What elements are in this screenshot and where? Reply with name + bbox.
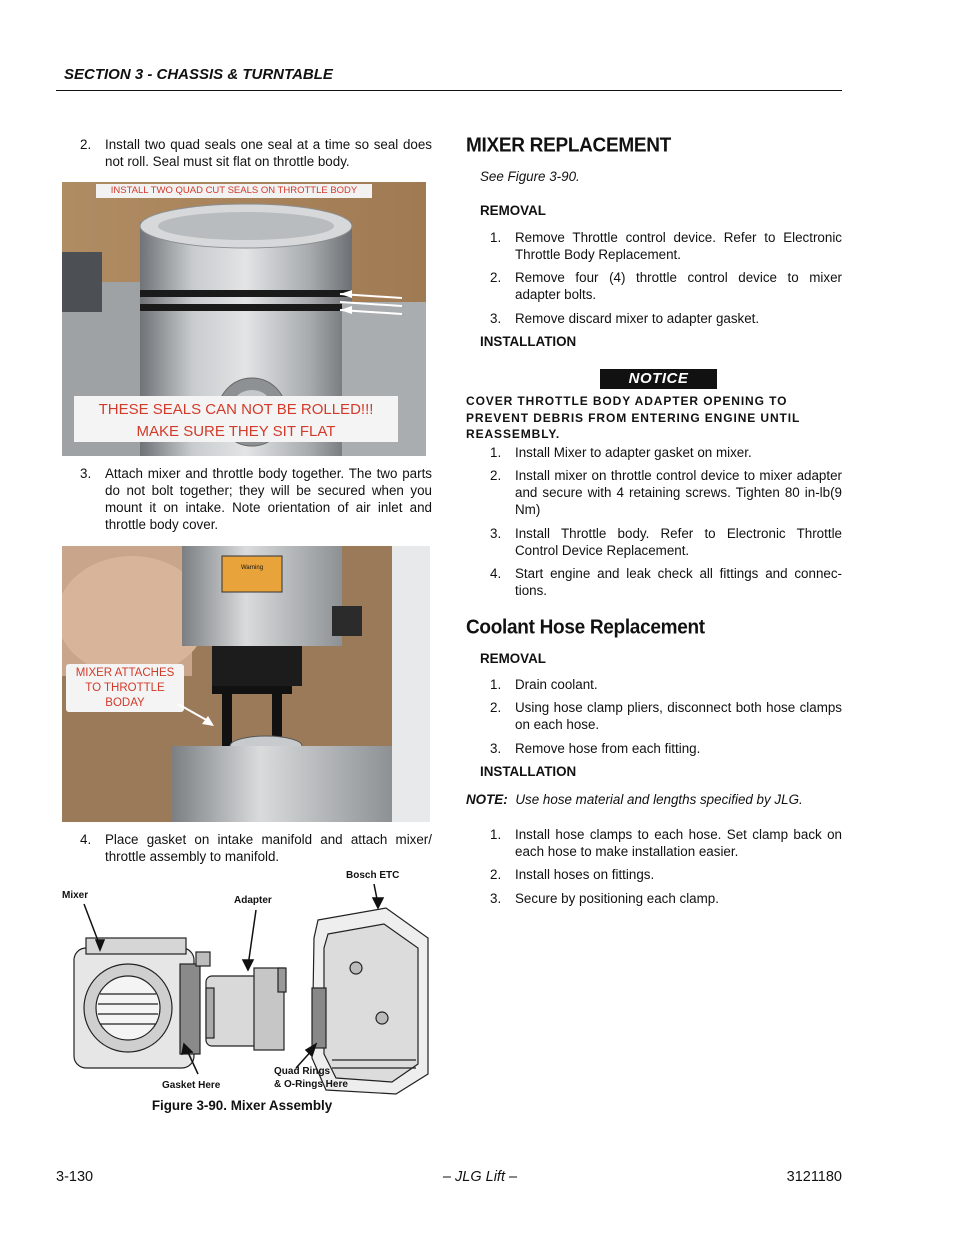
installation-step-2 (490, 467, 842, 518)
step-number: 2. (80, 137, 92, 152)
mixer-assembly-figure (56, 868, 436, 1098)
step-text: Using hose clamp pliers, disconnect both hose clamps on each hose. (515, 700, 842, 732)
step-text: Install Throttle body. Refer to Electronic Throttle Control Device Replacement. (515, 526, 842, 558)
step-number: 2. (490, 468, 502, 483)
section-title: SECTION 3 - CHASSIS & TURNTABLE (64, 66, 333, 83)
note-label: NOTE: (466, 792, 508, 807)
step-text: Secure by positioning each clamp. (515, 891, 719, 906)
step-number: 3. (490, 741, 502, 756)
step-number: 3. (490, 311, 502, 326)
removal-heading: REMOVAL (480, 203, 546, 218)
page-number: 3-130 (56, 1169, 94, 1185)
step-number: 2. (490, 270, 502, 285)
document-number: 3121180 (786, 1169, 842, 1185)
header-rule (56, 90, 842, 91)
coolant-removal-step-2 (490, 699, 842, 733)
figure-caption: Figure 3-90. Mixer Assembly (151, 1098, 333, 1113)
step-4 (80, 831, 432, 865)
photo-warning-line1: THESE SEALS CAN NOT BE ROLLED!!! (98, 401, 374, 418)
step-number: 2. (490, 867, 502, 882)
callout-line1: MIXER ATTACHES (75, 667, 175, 679)
installation-step-1 (490, 444, 842, 461)
label-o-rings: & O-Rings Here (274, 1079, 348, 1090)
step-2 (80, 136, 432, 170)
step-text: Place gasket on intake manifold and attach mixer/ throttle assembly to manifold. (105, 832, 432, 864)
step-number: 3. (80, 466, 92, 481)
label-gasket: Gasket Here (162, 1080, 221, 1091)
step-number: 3. (490, 891, 502, 906)
step-text: Remove hose from each fitting. (515, 741, 701, 756)
callout-line2: TO THROTTLE (85, 682, 165, 694)
photo-warning-line2: MAKE SURE THEY SIT FLAT (136, 423, 336, 440)
step-number: 1. (490, 677, 502, 692)
step-number: 1. (490, 827, 502, 842)
installation-heading: INSTALLATION (480, 334, 577, 349)
step-text: Install two quad seals one seal at a time so seal does not roll. Seal must sit flat on throttle body. (105, 137, 432, 169)
label-quad-rings: Quad Rings (274, 1066, 331, 1077)
step-text: Remove discard mixer to adapter gasket. (515, 311, 760, 326)
step-number: 4. (80, 832, 92, 847)
coolant-removal-heading: REMOVAL (480, 651, 546, 666)
coolant-installation-step-3 (490, 890, 842, 907)
step-number: 1. (490, 445, 502, 460)
step-number: 3. (490, 526, 502, 541)
step-number: 4. (490, 566, 502, 581)
step-text: Start engine and leak check all fittings and connec- tions. (515, 566, 842, 598)
removal-step-2 (490, 269, 842, 303)
step-text: Install Mixer to adapter gasket on mixer. (515, 445, 752, 460)
mixer-replacement-heading: MIXER REPLACEMENT (466, 134, 671, 157)
coolant-installation-step-2 (490, 866, 842, 883)
installation-step-3 (490, 525, 842, 559)
installation-step-4 (490, 565, 842, 599)
step-text: Remove four (4) throttle control device to mixer adapter bolts. (515, 270, 842, 302)
label-mixer: Mixer (62, 890, 89, 901)
step-text: Drain coolant. (515, 677, 598, 692)
note-text: Use hose material and lengths specified by JLG. (515, 792, 803, 807)
coolant-installation-heading: INSTALLATION (480, 764, 577, 779)
removal-step-1 (490, 229, 842, 263)
step-text: Install mixer on throttle control device to mixer adapter and secure with 4 retaining screws. Tighten 80 in-lb(9 Nm) (515, 468, 842, 517)
step-text: Attach mixer and throttle body together. The two parts do not bolt together; they will be secured when you mount it on intake. Note orientation of air inlet and throttle body cover. (105, 466, 432, 532)
mixer-attach-photo (62, 546, 430, 822)
coolant-removal-step-1 (490, 676, 842, 693)
step-3 (80, 465, 432, 533)
callout-line3: BODAY (105, 697, 145, 709)
step-text: Install hoses on fittings. (515, 867, 655, 882)
step-number: 2. (490, 700, 502, 715)
label-adapter: Adapter (234, 895, 272, 906)
note (466, 791, 844, 808)
notice-label: NOTICE (600, 369, 717, 389)
see-figure-reference: See Figure 3-90. (480, 169, 580, 184)
quad-seal-photo (62, 182, 426, 456)
coolant-hose-heading: Coolant Hose Replacement (466, 616, 705, 639)
notice-text: COVER THROTTLE BODY ADAPTER OPENING TO PREVENT DEBRIS FROM ENTERING ENGINE UNTIL REASSEMBLY. (466, 394, 801, 441)
step-text: Install hose clamps to each hose. Set clamp back on each hose to make installation easier. (515, 827, 842, 859)
photo-top-label: INSTALL TWO QUAD CUT SEALS ON THROTTLE BODY (110, 185, 358, 196)
coolant-installation-step-1 (490, 826, 842, 860)
step-number: 1. (490, 230, 502, 245)
footer-center: – JLG Lift – (442, 1169, 518, 1185)
label-bosch-etc: Bosch ETC (346, 870, 400, 881)
warning-sticker: Warning (240, 565, 264, 571)
step-text: Remove Throttle control device. Refer to Electronic Throttle Body Replacement. (515, 230, 842, 262)
coolant-removal-step-3 (490, 740, 842, 757)
removal-step-3 (490, 310, 842, 327)
